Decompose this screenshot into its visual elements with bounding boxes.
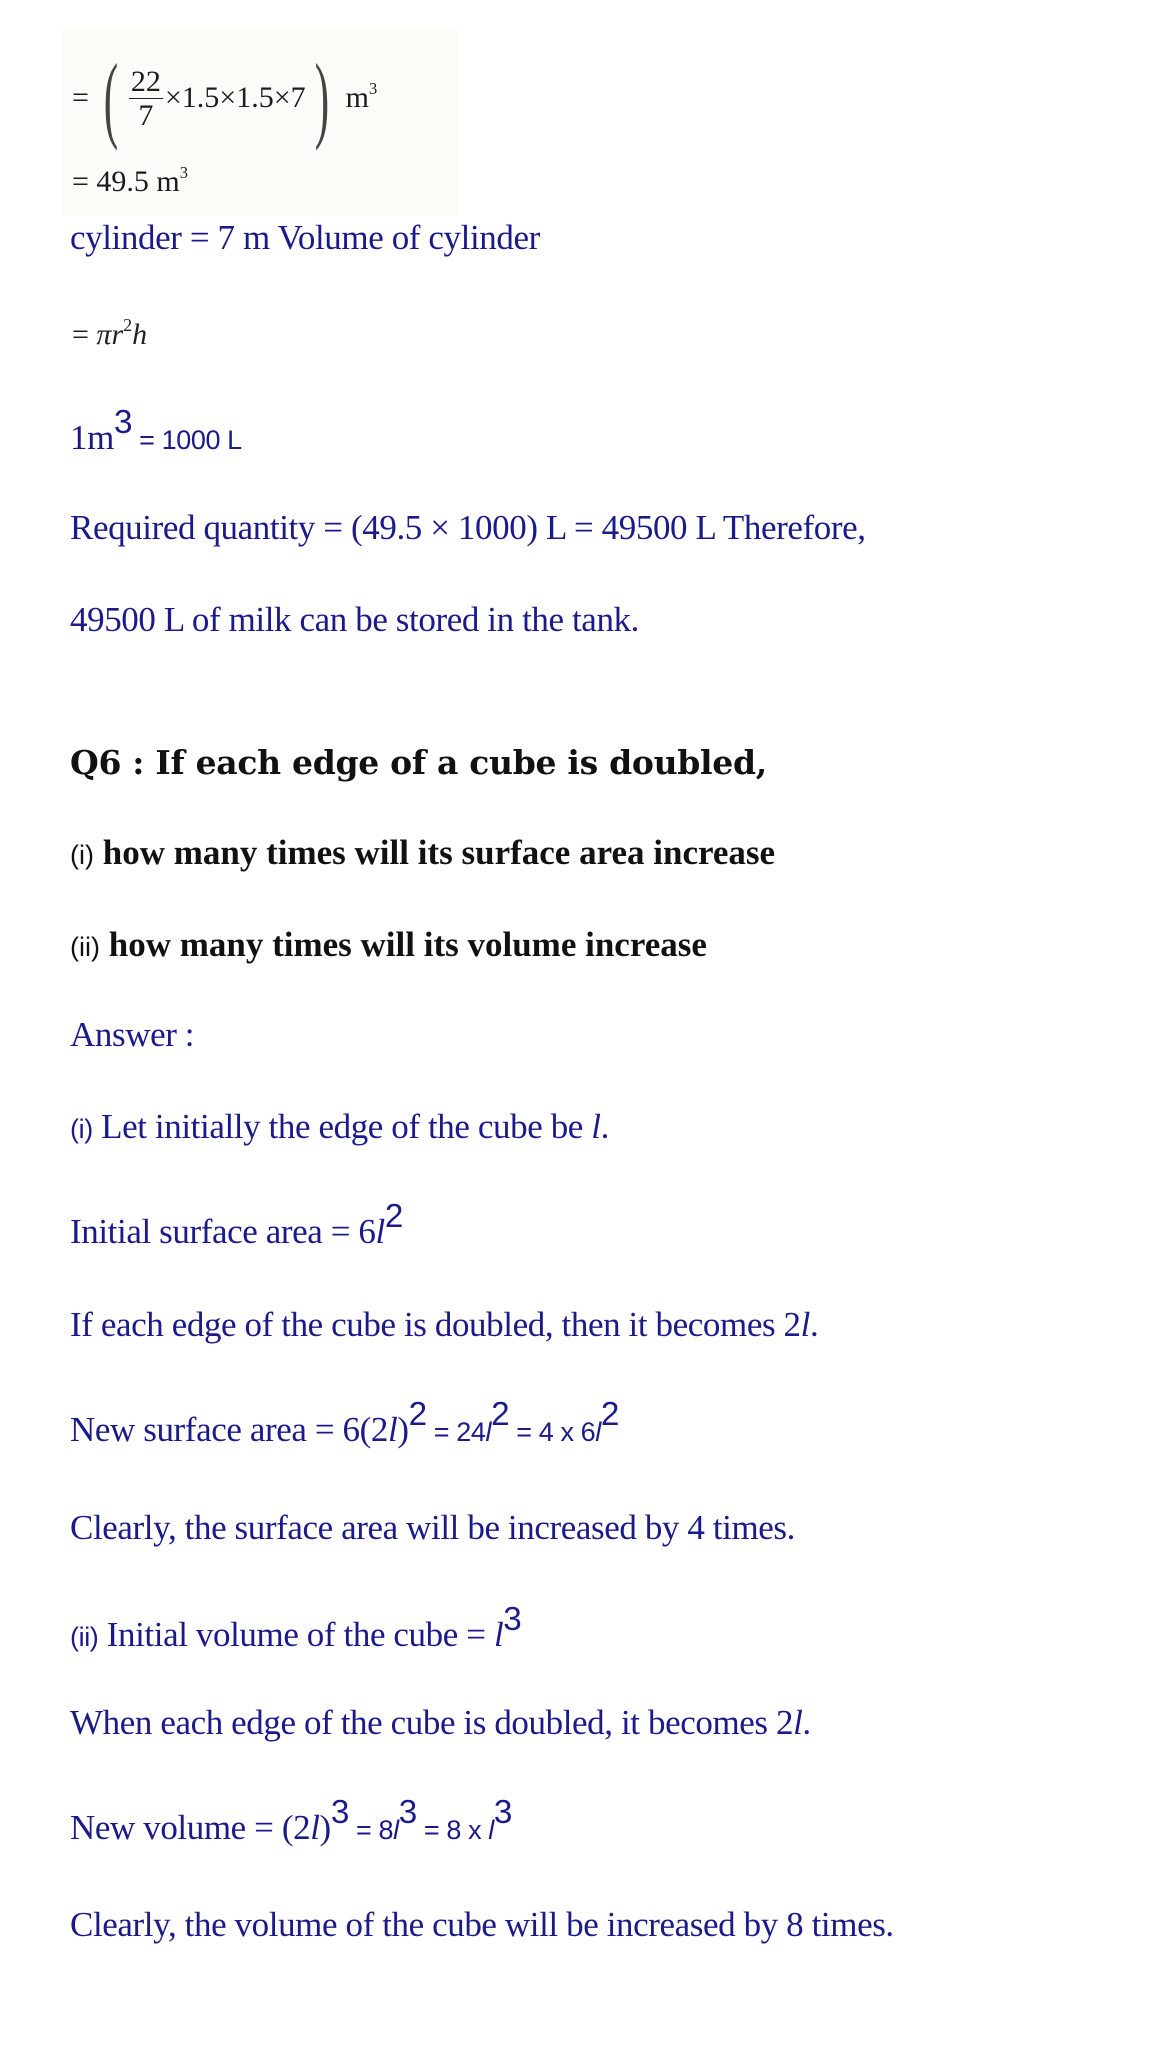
conversion-exponent: 3	[113, 404, 133, 442]
part-i-marker: (i)	[70, 840, 94, 870]
new-vol-part-1: New volume = (2	[70, 1808, 311, 1847]
right-parenthesis: )	[314, 44, 329, 151]
pi-r: πr	[96, 318, 124, 351]
volume-result	[72, 165, 188, 199]
new-vol-var-1: l	[310, 1808, 320, 1847]
question-heading: Q6 : If each edge of a cube is doubled,	[70, 743, 767, 782]
new-sa-exp-3: 2	[600, 1396, 619, 1434]
new-vol-var-2: l	[393, 1815, 399, 1845]
question-part-i	[70, 833, 775, 873]
r-exponent: 2	[123, 315, 133, 336]
unit-base: m	[345, 81, 369, 114]
doubled-vol-end: .	[802, 1703, 811, 1742]
doubled-sa-text: If each edge of the cube is doubled, then it becomes 2	[70, 1305, 801, 1344]
answer-ii-marker: (ii)	[70, 1622, 99, 1652]
conversion-base: 1m	[70, 418, 114, 457]
left-parenthesis: (	[103, 44, 119, 151]
new-vol-part-4: = 8 x	[416, 1815, 489, 1845]
answer-part-i-intro	[70, 1107, 609, 1147]
fraction-22-over-7	[129, 65, 163, 132]
doubled-edge-volume-line	[70, 1703, 811, 1743]
fraction-numerator: 22	[130, 64, 161, 98]
multiplication-terms: ×1.5×1.5×7	[164, 81, 306, 114]
doubled-edge-sa-line	[70, 1305, 818, 1345]
initial-sa-exponent: 2	[384, 1198, 403, 1236]
part-ii-text: how many times will its volume increase	[99, 925, 707, 964]
doubled-sa-end: .	[809, 1305, 819, 1344]
new-sa-part-4: = 4 x 6	[509, 1417, 596, 1447]
part-i-text: how many times will its surface area increase	[93, 833, 776, 872]
new-surface-area-line	[70, 1396, 619, 1450]
doubled-vol-text: When each edge of the cube is doubled, it becomes 2	[70, 1703, 794, 1742]
new-vol-exp-3: 3	[493, 1794, 512, 1832]
new-sa-exp-2: 2	[491, 1396, 510, 1434]
cylinder-volume-formula	[72, 315, 148, 352]
new-volume-line	[70, 1794, 512, 1848]
fraction-denominator: 7	[138, 98, 154, 132]
new-vol-part-2: )	[319, 1808, 331, 1847]
formula-equals: =	[72, 318, 97, 351]
new-vol-part-3: = 8	[348, 1815, 394, 1845]
new-sa-exp-1: 2	[408, 1396, 427, 1434]
volume-result-exponent: 3	[179, 163, 189, 183]
part-ii-marker: (ii)	[70, 932, 100, 962]
edge-variable: l	[591, 1107, 601, 1146]
unit-conversion-line	[70, 404, 242, 458]
unit-exponent: 3	[368, 79, 378, 99]
equals-sign: =	[72, 81, 89, 114]
answer-label: Answer :	[70, 1015, 195, 1054]
new-sa-var-2: l	[485, 1417, 492, 1447]
cylinder-height-line: cylinder = 7 m Volume of cylinder	[70, 218, 540, 257]
new-vol-var-3: l	[488, 1815, 494, 1845]
new-sa-var-3: l	[595, 1417, 601, 1447]
initial-vol-variable: l	[493, 1615, 504, 1654]
volume-result-text: = 49.5 m	[72, 165, 180, 198]
surface-area-conclusion: Clearly, the surface area will be increased by 4 times.	[70, 1508, 795, 1547]
milk-conclusion-line: 49500 L of milk can be stored in the tank.	[70, 600, 639, 639]
required-quantity-line: Required quantity = (49.5 × 1000) L = 49500 L Therefore,	[70, 508, 866, 547]
new-sa-part-1: New surface area = 6(2	[70, 1410, 388, 1449]
new-sa-part-3: = 24	[426, 1417, 486, 1447]
new-sa-var-1: l	[387, 1410, 398, 1449]
volume-calculation-formula	[72, 44, 378, 151]
height-var: h	[132, 318, 148, 351]
initial-surface-area-line	[70, 1198, 403, 1252]
new-vol-exp-2: 3	[398, 1794, 417, 1832]
new-sa-part-2: )	[397, 1410, 409, 1449]
volume-conclusion: Clearly, the volume of the cube will be increased by 8 times.	[70, 1905, 894, 1944]
cubic-meter-unit	[346, 81, 378, 115]
answer-i-marker: (i)	[70, 1114, 93, 1144]
initial-vol-exponent: 3	[503, 1601, 522, 1639]
initial-sa-variable: l	[375, 1212, 385, 1251]
intro-end: .	[600, 1107, 609, 1146]
question-part-ii	[70, 925, 707, 965]
initial-vol-text: Initial volume of the cube =	[98, 1615, 494, 1654]
new-vol-exp-1: 3	[330, 1794, 349, 1832]
intro-text: Let initially the edge of the cube be	[92, 1107, 592, 1146]
doubled-vol-variable: l	[793, 1703, 803, 1742]
initial-sa-text: Initial surface area = 6	[70, 1212, 376, 1251]
doubled-sa-variable: l	[800, 1305, 810, 1344]
conversion-rest: = 1000 L	[132, 425, 242, 455]
initial-volume-line	[70, 1601, 522, 1655]
